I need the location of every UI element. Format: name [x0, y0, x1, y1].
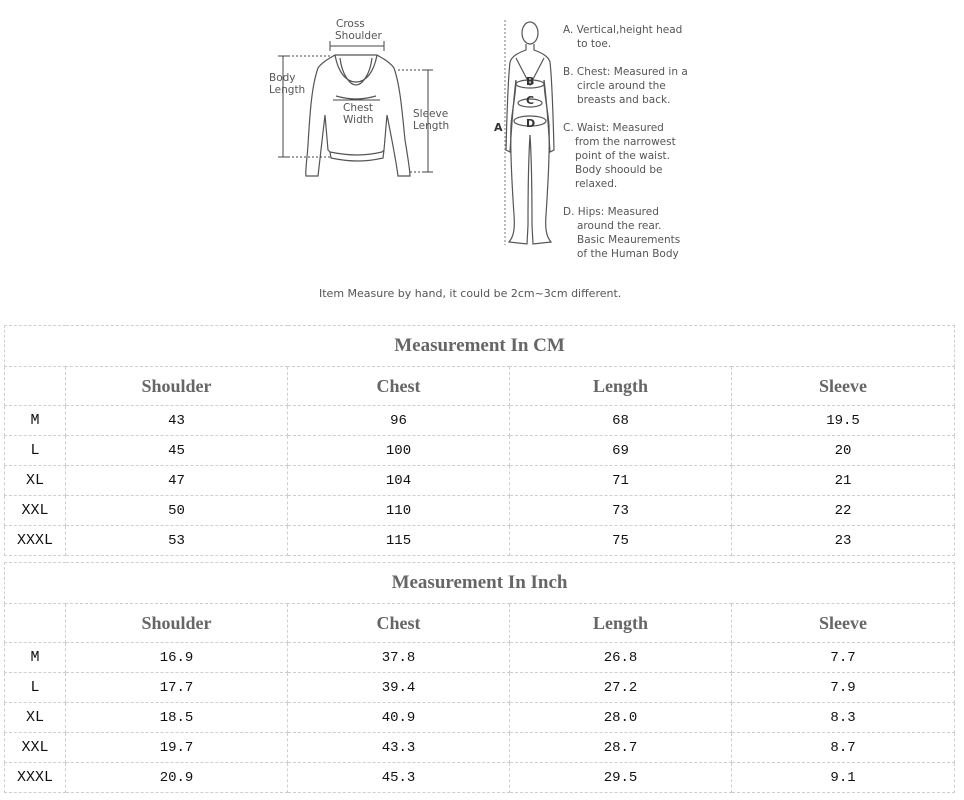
footnote: Item Measure by hand, it could be 2cm~3cm different.	[319, 287, 622, 300]
chest-width-label-2: Width	[343, 114, 374, 126]
note-a-line-2: to toe.	[577, 38, 612, 50]
chest-cell: 40.9	[288, 703, 510, 733]
header-size-cell	[5, 367, 66, 406]
table-header-row	[5, 604, 955, 643]
size-cell: XL	[5, 703, 66, 733]
table-row	[5, 496, 955, 526]
note-c-line-2: from the narrowest	[575, 136, 676, 148]
shoulder-cell: 47	[66, 466, 288, 496]
shoulder-cell: 17.7	[66, 673, 288, 703]
header-shoulder: Shoulder	[66, 367, 288, 406]
table-title: Measurement In Inch	[5, 563, 955, 604]
sleeve-cell: 9.1	[732, 763, 955, 793]
table-row	[5, 673, 955, 703]
note-b-line-2: circle around the	[577, 80, 666, 92]
letter-a: A	[494, 121, 503, 134]
table-row	[5, 733, 955, 763]
table-header-row	[5, 367, 955, 406]
measurement-table-cm	[4, 325, 955, 556]
chest-width-label: Chest	[343, 102, 374, 114]
sleeve-cell: 7.9	[732, 673, 955, 703]
body-length-label: Body	[269, 72, 296, 84]
header-size-cell	[5, 604, 66, 643]
body-length-label-2: Length	[269, 84, 306, 96]
header-chest: Chest	[288, 367, 510, 406]
length-cell: 28.0	[510, 703, 732, 733]
header-chest: Chest	[288, 604, 510, 643]
note-d-line-3: Basic Meaurements	[577, 234, 681, 246]
human-figure	[506, 22, 554, 244]
size-cell: XXL	[5, 496, 66, 526]
shoulder-cell: 50	[66, 496, 288, 526]
header-length: Length	[510, 367, 732, 406]
sleeve-cell: 21	[732, 466, 955, 496]
note-b-line-3: breasts and back.	[577, 94, 671, 106]
note-a-line-1: A. Vertical,height head	[563, 24, 683, 36]
chest-cell: 37.8	[288, 643, 510, 673]
note-d-line-1: D. Hips: Measured	[563, 206, 659, 218]
sleeve-cell: 23	[732, 526, 955, 556]
sleeve-cell: 22	[732, 496, 955, 526]
length-cell: 71	[510, 466, 732, 496]
note-c-line-3: point of the waist.	[575, 150, 671, 162]
size-cell: M	[5, 643, 66, 673]
length-cell: 26.8	[510, 643, 732, 673]
sleeve-cell: 8.7	[732, 733, 955, 763]
chest-cell: 110	[288, 496, 510, 526]
sleeve-cell: 19.5	[732, 406, 955, 436]
table-row	[5, 406, 955, 436]
measurement-table-inch	[4, 562, 955, 793]
note-b-line-1: B. Chest: Measured in a	[563, 66, 688, 78]
table-row	[5, 466, 955, 496]
sleeve-length-label: Sleeve	[413, 108, 449, 120]
sleeve-cell: 7.7	[732, 643, 955, 673]
header-shoulder: Shoulder	[66, 604, 288, 643]
sleeve-length-label-2: Length	[413, 120, 450, 132]
note-c-line-4: Body shoould be	[575, 164, 663, 176]
size-cell: L	[5, 436, 66, 466]
chest-cell: 96	[288, 406, 510, 436]
shoulder-cell: 53	[66, 526, 288, 556]
table-row	[5, 763, 955, 793]
letter-b: B	[526, 75, 535, 88]
sleeve-cell: 20	[732, 436, 955, 466]
cross-shoulder-label: Cross	[336, 18, 365, 30]
length-cell: 29.5	[510, 763, 732, 793]
header-sleeve: Sleeve	[732, 604, 955, 643]
length-cell: 75	[510, 526, 732, 556]
shoulder-cell: 16.9	[66, 643, 288, 673]
letter-d: D	[526, 117, 536, 130]
length-cell: 73	[510, 496, 732, 526]
note-d-line-2: around the rear.	[577, 220, 662, 232]
chest-cell: 115	[288, 526, 510, 556]
size-cell: XXXL	[5, 526, 66, 556]
size-cell: L	[5, 673, 66, 703]
header-length: Length	[510, 604, 732, 643]
table-title: Measurement In CM	[5, 326, 955, 367]
measurement-diagram	[0, 0, 964, 318]
length-cell: 28.7	[510, 733, 732, 763]
chest-cell: 43.3	[288, 733, 510, 763]
length-cell: 27.2	[510, 673, 732, 703]
length-cell: 69	[510, 436, 732, 466]
table-row	[5, 643, 955, 673]
shoulder-cell: 19.7	[66, 733, 288, 763]
note-c-line-1: C. Waist: Measured	[563, 122, 664, 134]
header-sleeve: Sleeve	[732, 367, 955, 406]
chest-cell: 39.4	[288, 673, 510, 703]
letter-c: C	[526, 94, 535, 107]
shoulder-cell: 20.9	[66, 763, 288, 793]
length-cell: 68	[510, 406, 732, 436]
chest-cell: 100	[288, 436, 510, 466]
size-cell: XXXL	[5, 763, 66, 793]
size-cell: XXL	[5, 733, 66, 763]
note-d-line-4: of the Human Body	[577, 248, 679, 260]
shoulder-cell: 43	[66, 406, 288, 436]
chest-cell: 45.3	[288, 763, 510, 793]
table-row	[5, 436, 955, 466]
sleeve-cell: 8.3	[732, 703, 955, 733]
note-c-line-5: relaxed.	[575, 178, 618, 190]
size-cell: M	[5, 406, 66, 436]
table-row	[5, 526, 955, 556]
table-row	[5, 703, 955, 733]
shoulder-cell: 45	[66, 436, 288, 466]
size-cell: XL	[5, 466, 66, 496]
shoulder-cell: 18.5	[66, 703, 288, 733]
cross-shoulder-label-2: Shoulder	[335, 30, 382, 42]
chest-cell: 104	[288, 466, 510, 496]
